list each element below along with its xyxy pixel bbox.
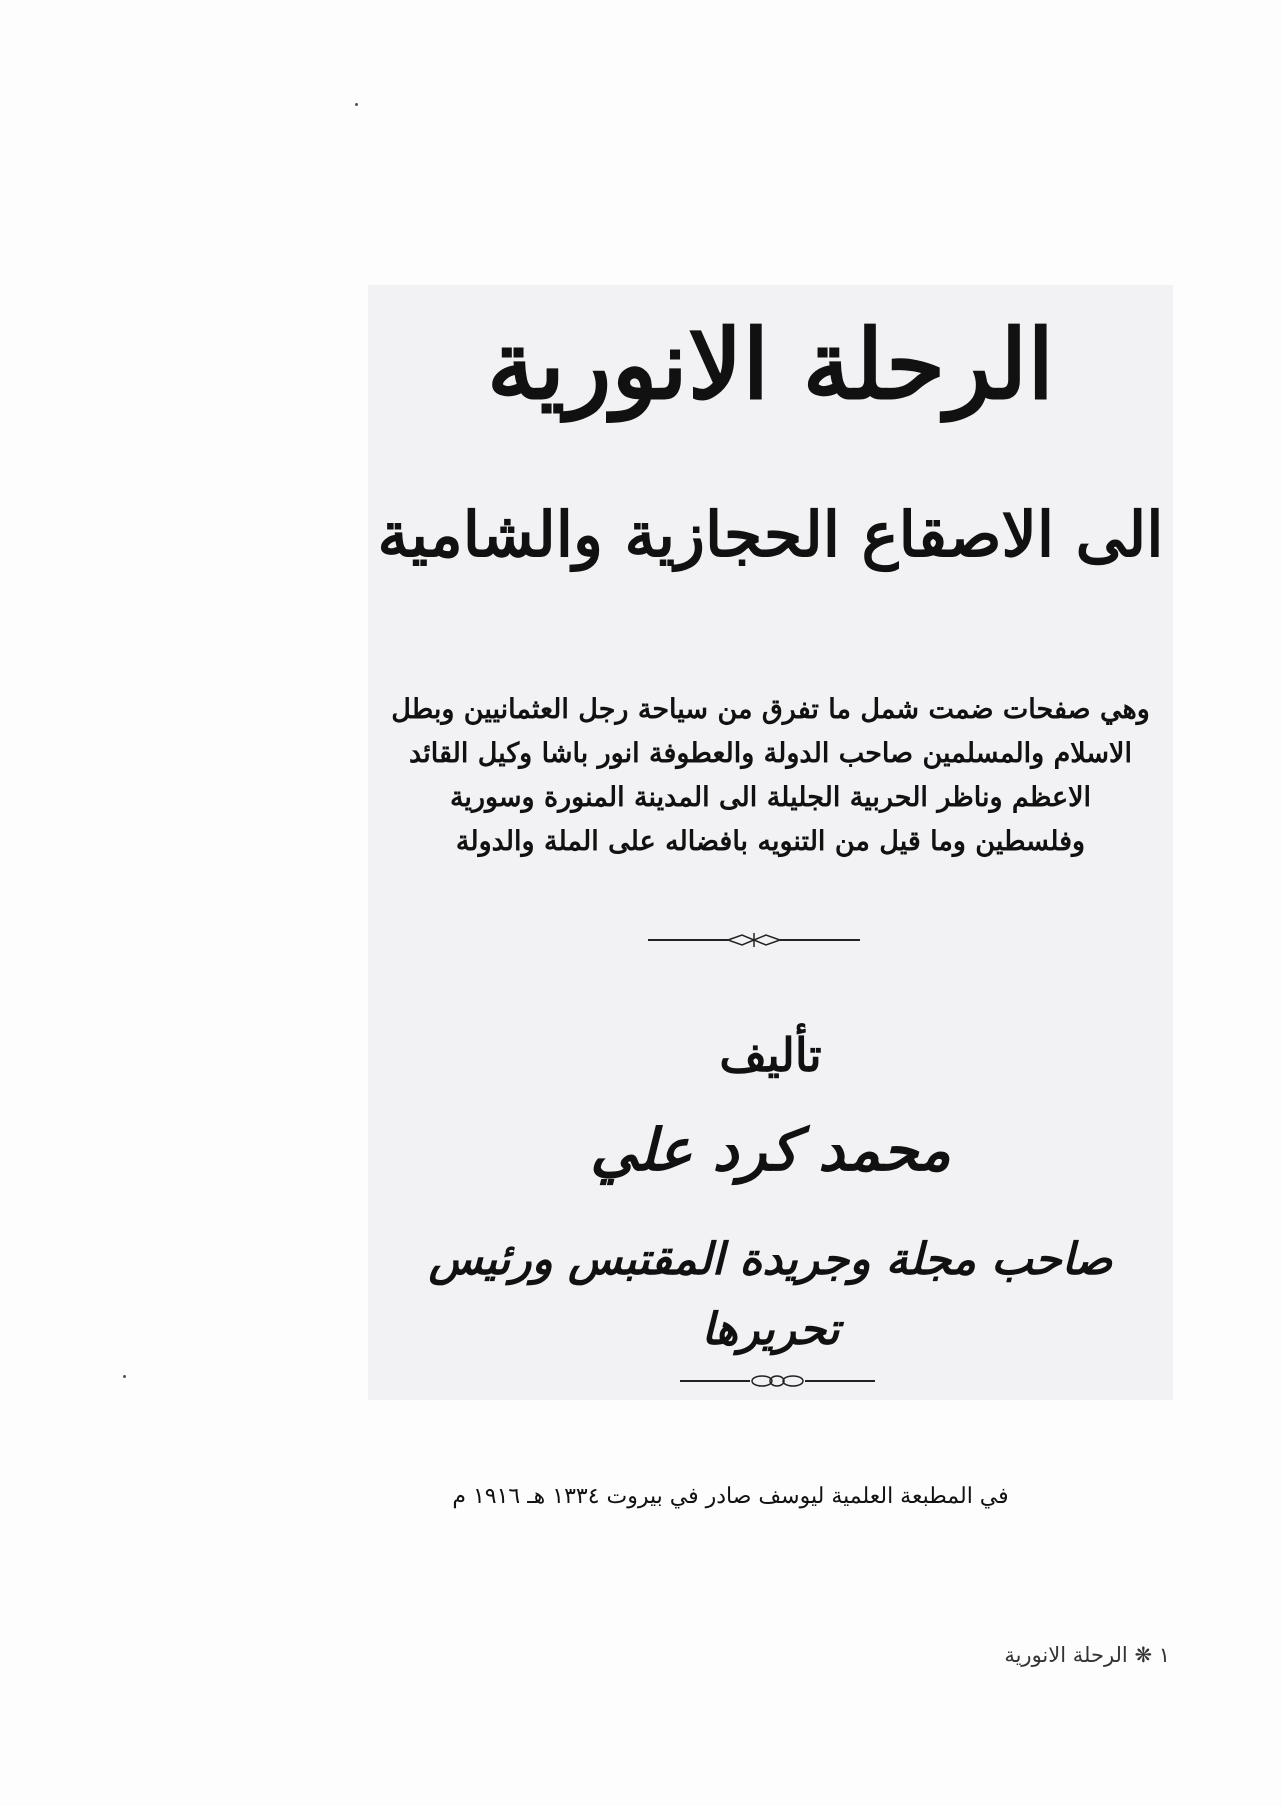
imprint-line: في المطبعة العلمية ليوسف صادر في بيروت ١٣٣٤ هـ ١٩١٦ م: [452, 1484, 1009, 1509]
paper-speck: [355, 103, 358, 106]
description-line: وهي صفحات ضمت شمل ما تفرق من سياحة رجل العثمانيين وبطل: [391, 694, 1150, 725]
main-title: الرحلة الانورية: [486, 308, 1055, 421]
book-description: [368, 688, 1173, 864]
ornament-divider-bottom: [680, 1371, 875, 1391]
sub-title: الى الاصقاع الحجازية والشامية: [377, 498, 1164, 571]
paper-speck: [123, 1375, 126, 1378]
author-role: صاحب مجلة وجريدة المقتبس ورئيس تحريرها: [428, 1234, 1113, 1355]
author-name: محمد كرد علي: [590, 1116, 951, 1184]
description-line: وفلسطين وما قيل من التنويه بافضاله على الملة والدولة: [455, 826, 1086, 857]
page-footer: ١ ❋ الرحلة الانورية: [1004, 1643, 1170, 1667]
description-line: الاعظم وناظر الحربية الجليلة الى المدينة المنورة وسورية: [449, 782, 1092, 813]
description-line: الاسلام والمسلمين صاحب الدولة والعطوفة انور باشا وكيل القائد: [409, 738, 1132, 769]
ornament-divider-top: [648, 930, 860, 950]
author-label: تأليف: [719, 1028, 822, 1082]
